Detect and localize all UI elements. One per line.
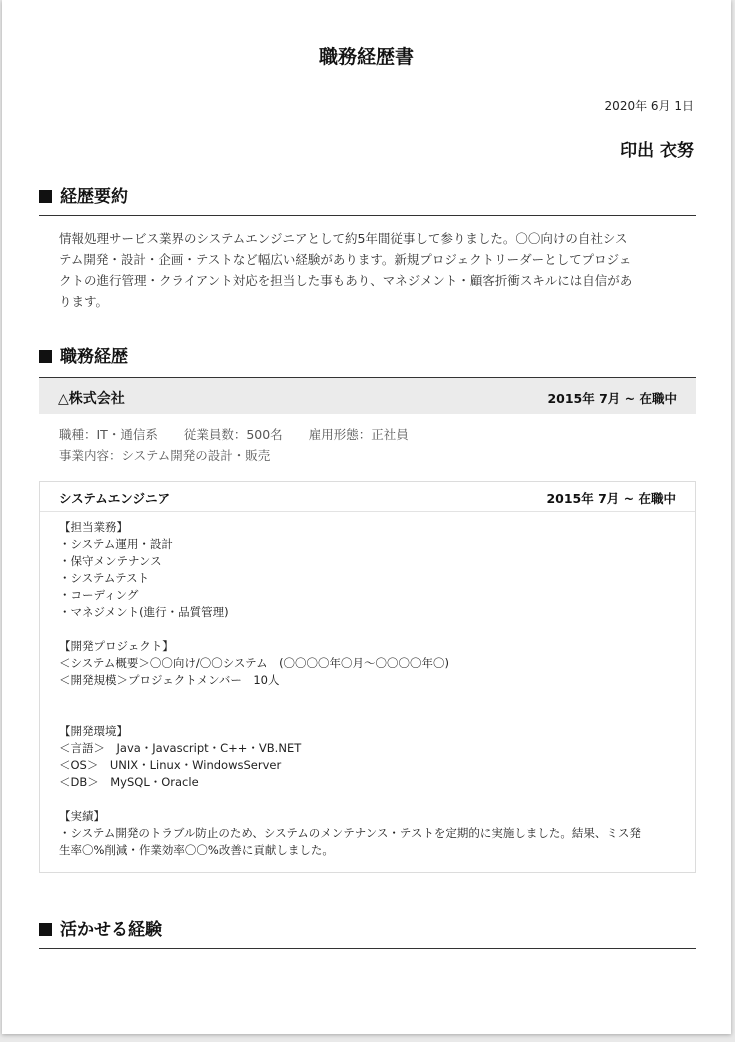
summary-line: 情報処理サービス業界のシステムエンジニアとして約5年間従事して参りました。〇〇向けの自社シス	[59, 231, 628, 246]
applicant-name: 印出 衣努	[620, 141, 694, 161]
summary-line: テム開発・設計・企画・テストなど幅広い経験があります。新規プロジェクトリーダーとしてプロジェ	[59, 252, 632, 267]
skills-heading	[39, 915, 696, 949]
square-bullet-icon	[39, 350, 52, 363]
duty-item: ・マネジメント(進行・品質管理)	[59, 605, 229, 619]
summary-text	[59, 228, 684, 312]
env-heading: 【開発環境】	[59, 724, 128, 738]
square-bullet-icon	[39, 923, 52, 936]
company-employees: 従業員数：500名	[183, 427, 283, 442]
document-title: 職務経歴書	[318, 46, 414, 68]
company-info	[59, 424, 409, 466]
job-header	[40, 482, 695, 512]
job-detail-box	[39, 481, 696, 873]
company-employment-type: 雇用形態：正社員	[308, 427, 409, 442]
duty-item: ・システム運用・設計	[59, 537, 173, 551]
duty-item: ・コーディング	[59, 588, 139, 602]
company-header	[39, 377, 696, 414]
company-period: 2015年 7月 ~ 在職中	[547, 391, 677, 406]
square-bullet-icon	[39, 190, 52, 203]
results-line: ・システム開発のトラブル防止のため、システムのメンテナンス・テストを定期的に実施しました。結果、ミス発	[59, 826, 641, 840]
summary-heading-label: 経歴要約	[60, 187, 128, 207]
duty-item: ・システムテスト	[59, 571, 150, 585]
project-item: ＜システム概要＞〇〇向け/〇〇システム (〇〇〇〇年〇月〜〇〇〇〇年〇)	[59, 656, 450, 670]
job-body	[59, 519, 684, 859]
summary-line: クトの進行管理・クライアント対応を担当した事もあり、マネジメント・顧客折衝スキルには自信があ	[59, 273, 633, 288]
summary-heading	[39, 182, 696, 216]
job-period: 2015年 7月 ~ 在職中	[546, 491, 676, 506]
company-info-row	[59, 424, 409, 445]
results-line: 生率〇%削減・作業効率〇〇%改善に貢献しました。	[59, 843, 334, 857]
resume-page	[2, 0, 731, 1034]
skills-heading-label: 活かせる経験	[60, 920, 162, 940]
career-heading-label: 職務経歴	[60, 347, 128, 367]
company-name: △株式会社	[58, 391, 125, 407]
env-item: ＜DB＞ MySQL・Oracle	[59, 775, 199, 789]
project-item: ＜開発規模＞プロジェクトメンバー 10人	[59, 673, 280, 687]
results-heading: 【実績】	[59, 809, 105, 823]
career-heading	[39, 342, 696, 375]
document-date: 2020年 6月 1日	[604, 99, 694, 113]
job-title: システムエンジニア	[59, 491, 170, 506]
company-industry: 職種：IT・通信系	[59, 427, 158, 442]
company-business: 事業内容：システム開発の設計・販売	[59, 448, 271, 463]
projects-heading: 【開発プロジェクト】	[59, 639, 174, 653]
summary-line: ります。	[59, 294, 109, 309]
env-item: ＜OS＞ UNIX・Linux・WindowsServer	[59, 758, 282, 772]
duties-heading: 【担当業務】	[59, 520, 128, 534]
env-item: ＜言語＞ Java・Javascript・C++・VB.NET	[59, 741, 302, 755]
duty-item: ・保守メンテナンス	[59, 554, 162, 568]
